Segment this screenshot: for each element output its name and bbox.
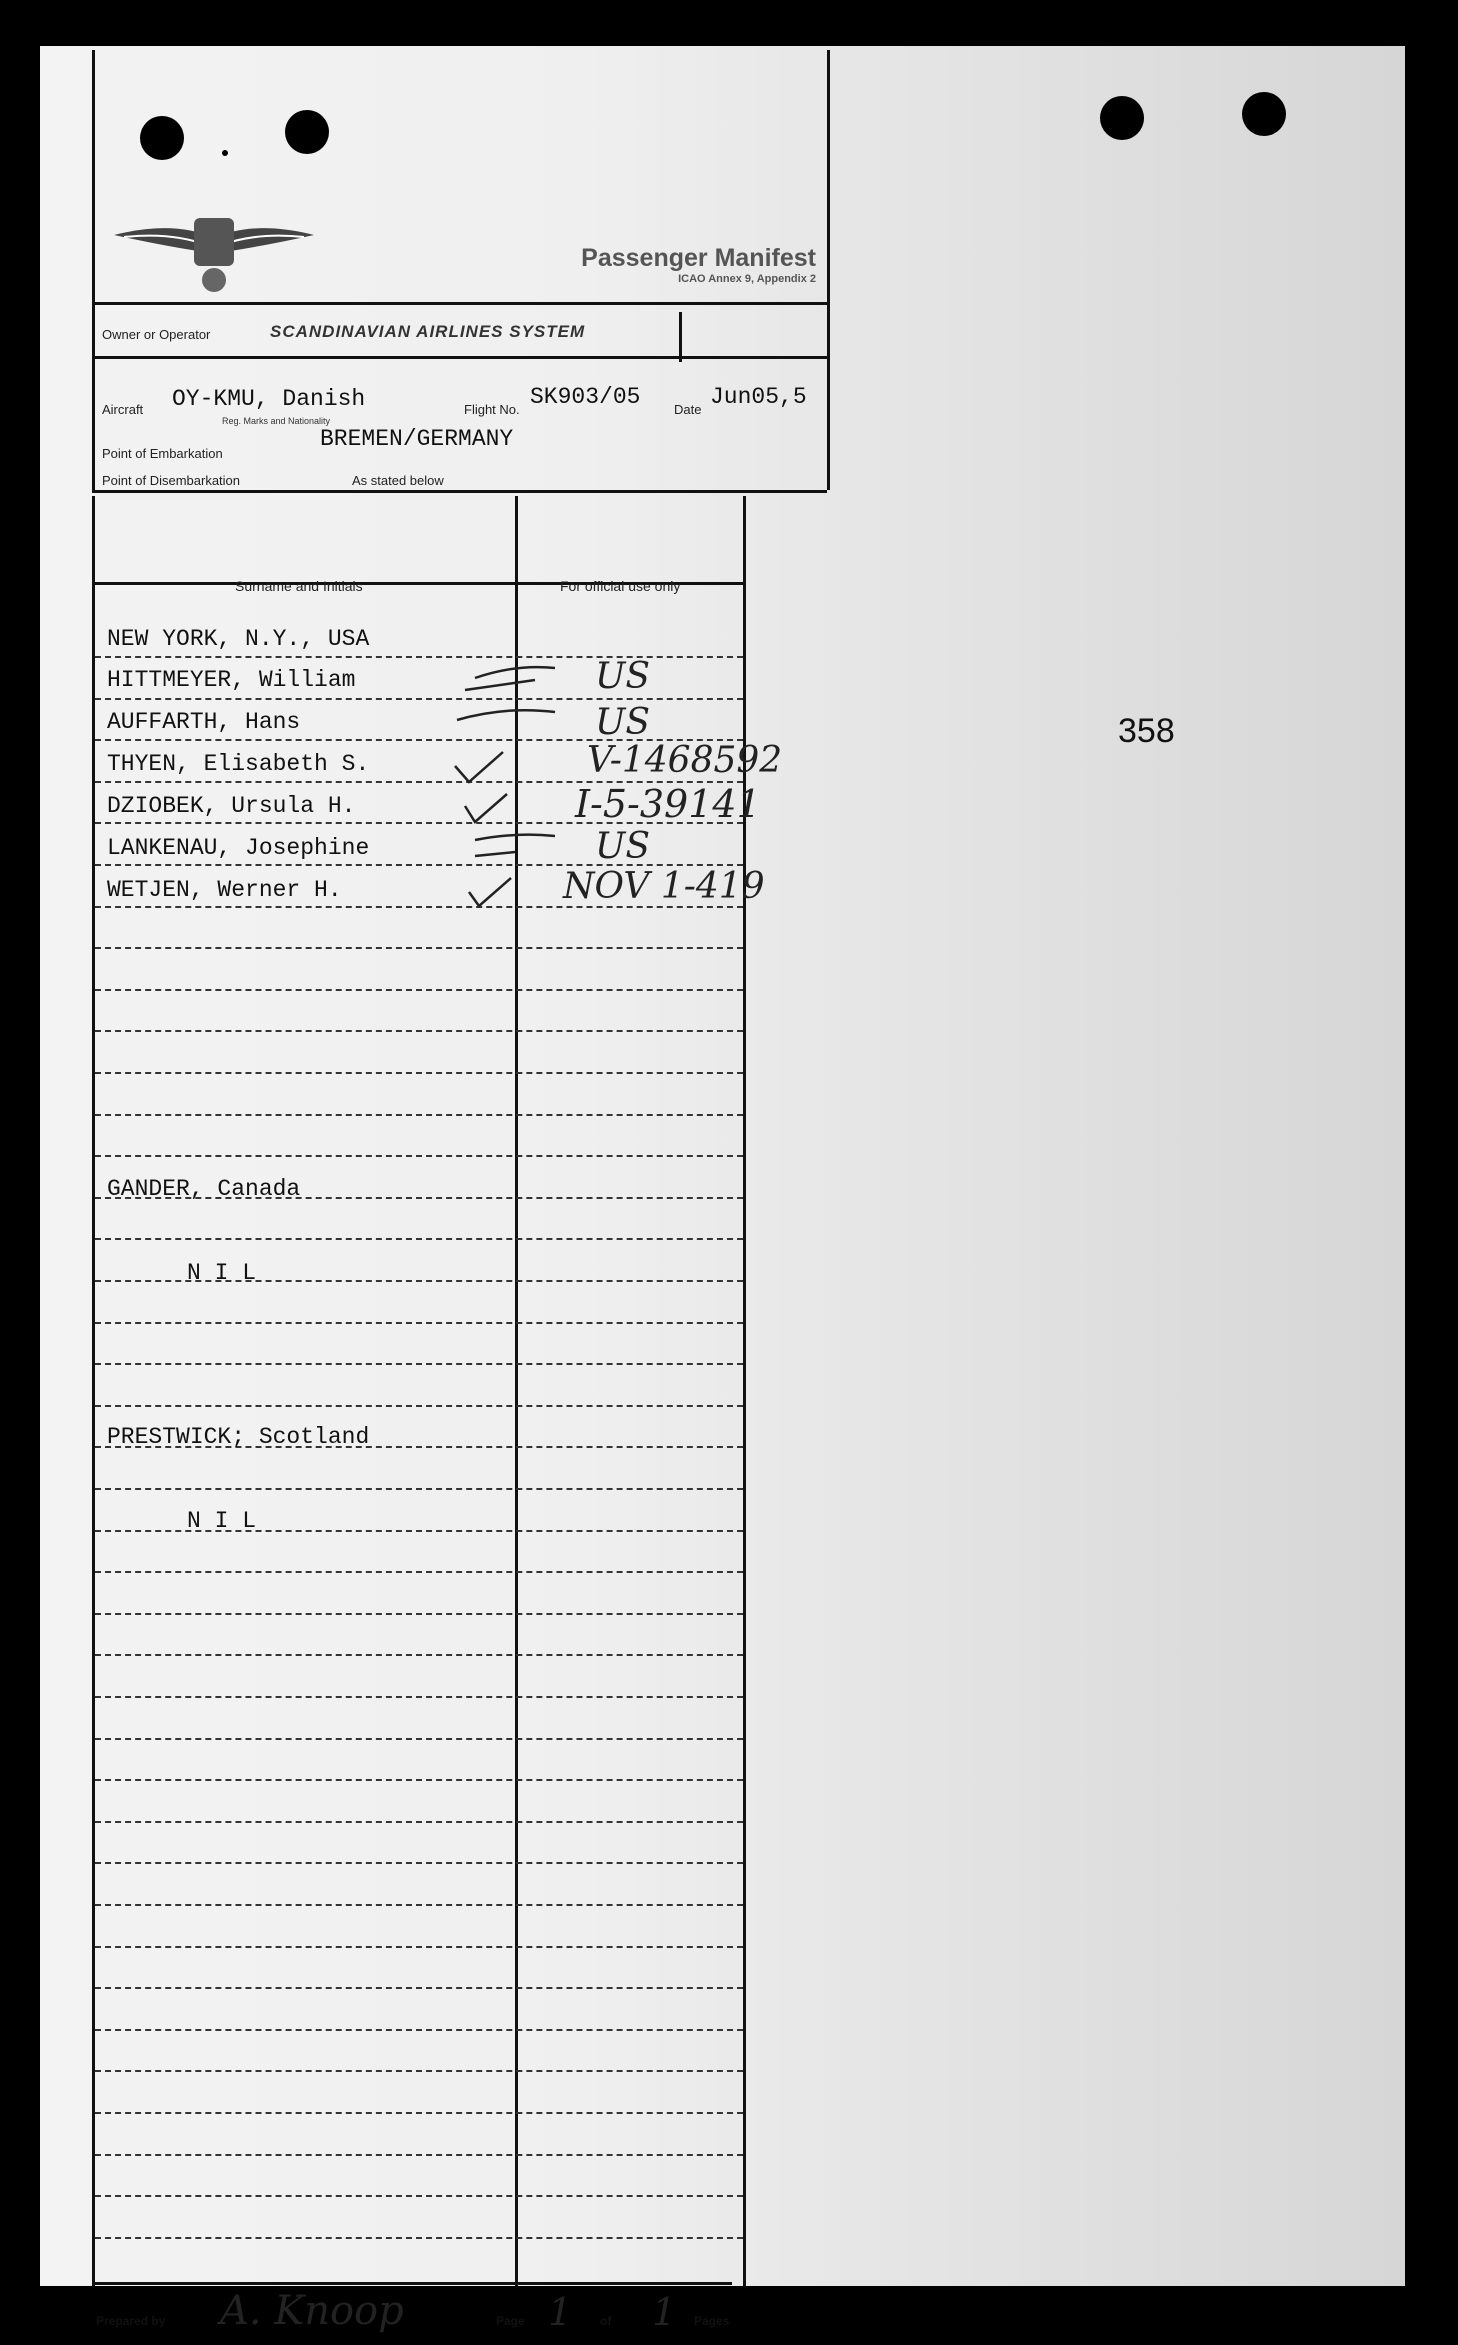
of-value: 1 [652, 2290, 677, 2334]
row-line [95, 2237, 743, 2239]
col-official-header: For official use only [560, 578, 681, 594]
row-line [95, 1155, 743, 1157]
page-label: Page [496, 2314, 525, 2328]
row-line [95, 1987, 743, 1989]
prepared-signature: A. Knoop [220, 2288, 404, 2334]
manifest-form [92, 50, 826, 2295]
official-entry: I-5-39141 [575, 782, 761, 826]
embark-value: BREMEN/GERMANY [320, 426, 514, 452]
row-line [95, 1363, 743, 1365]
stop-heading: PRESTWICK; Scotland [107, 1424, 370, 1450]
owner-label: Owner or Operator [102, 327, 211, 342]
aircraft-value: OY-KMU, Danish [172, 386, 366, 412]
row-line [95, 2112, 743, 2114]
stop-value: N I L [187, 1508, 257, 1534]
row-line [95, 1654, 743, 1656]
reg-label: Reg. Marks and Nationality [222, 416, 331, 426]
passenger-name: THYEN, Elisabeth S. [107, 751, 370, 777]
passenger-name: LANKENAU, Josephine [107, 835, 370, 861]
official-entry: US [595, 656, 651, 697]
row-line [95, 2195, 743, 2197]
date-value: Jun05,5 [710, 384, 807, 410]
pages-label: Pages [694, 2314, 730, 2328]
row-line [95, 2154, 743, 2156]
prepared-label: Prepared by [96, 2314, 166, 2328]
official-entry: US [595, 702, 651, 743]
row-line [95, 989, 743, 991]
row-line [95, 1322, 743, 1324]
aircraft-label: Aircraft [102, 402, 144, 417]
embark-label: Point of Embarkation [102, 446, 223, 461]
col-name-header: Surname and Initials [235, 578, 363, 594]
passenger-name: WETJEN, Werner H. [107, 877, 342, 903]
date-label: Date [674, 402, 702, 417]
row-line [95, 1862, 743, 1864]
stop-value: N I L [187, 1260, 257, 1286]
punch-hole [1242, 92, 1286, 136]
divider [679, 312, 682, 362]
flight-label: Flight No. [464, 402, 520, 417]
passenger-name: DZIOBEK, Ursula H. [107, 793, 356, 819]
divider [92, 490, 827, 493]
official-entry: V-1468592 [587, 740, 783, 781]
row-line [95, 1738, 743, 1740]
divider [92, 356, 827, 359]
row-line [95, 1821, 743, 1823]
row-line [95, 1405, 743, 1407]
form-subtitle: ICAO Annex 9, Appendix 2 [678, 273, 816, 285]
row-line [95, 698, 743, 700]
passenger-name: HITTMEYER, William [107, 667, 356, 693]
of-label: of [600, 2314, 612, 2328]
row-line [95, 1613, 743, 1615]
row-line [95, 1114, 743, 1116]
page-value: 1 [548, 2290, 573, 2334]
row-line [95, 1571, 743, 1573]
disembark-value: As stated below [352, 473, 444, 488]
row-line [95, 1904, 743, 1906]
row-line [95, 1488, 743, 1490]
form-title-block [581, 244, 816, 285]
row-line [95, 1238, 743, 1240]
owner-value: SCANDINAVIAN AIRLINES SYSTEM [270, 322, 586, 341]
passenger-name: AUFFARTH, Hans [107, 709, 301, 735]
form-title: Passenger Manifest [581, 244, 816, 272]
page-number: 358 [1118, 712, 1175, 750]
passenger-name: NEW YORK, N.Y., USA [107, 626, 370, 652]
official-entry: US [595, 826, 651, 867]
airline-wings-logo [114, 210, 314, 300]
row-line [95, 1779, 743, 1781]
footer-rule [92, 2282, 732, 2285]
divider [92, 302, 827, 305]
punch-hole [1100, 96, 1144, 140]
row-line [95, 1946, 743, 1948]
row-line [95, 2070, 743, 2072]
check-marks [445, 656, 595, 916]
stop-heading: GANDER, Canada [107, 1176, 301, 1202]
official-entry: NOV 1-419 [563, 866, 765, 907]
row-line [95, 1030, 743, 1032]
flight-value: SK903/05 [530, 384, 641, 410]
row-line [95, 2029, 743, 2031]
row-line [95, 1696, 743, 1698]
disembark-label: Point of Disembarkation [102, 473, 241, 488]
row-line [95, 1072, 743, 1074]
row-line [95, 947, 743, 949]
passenger-table [92, 496, 783, 2286]
